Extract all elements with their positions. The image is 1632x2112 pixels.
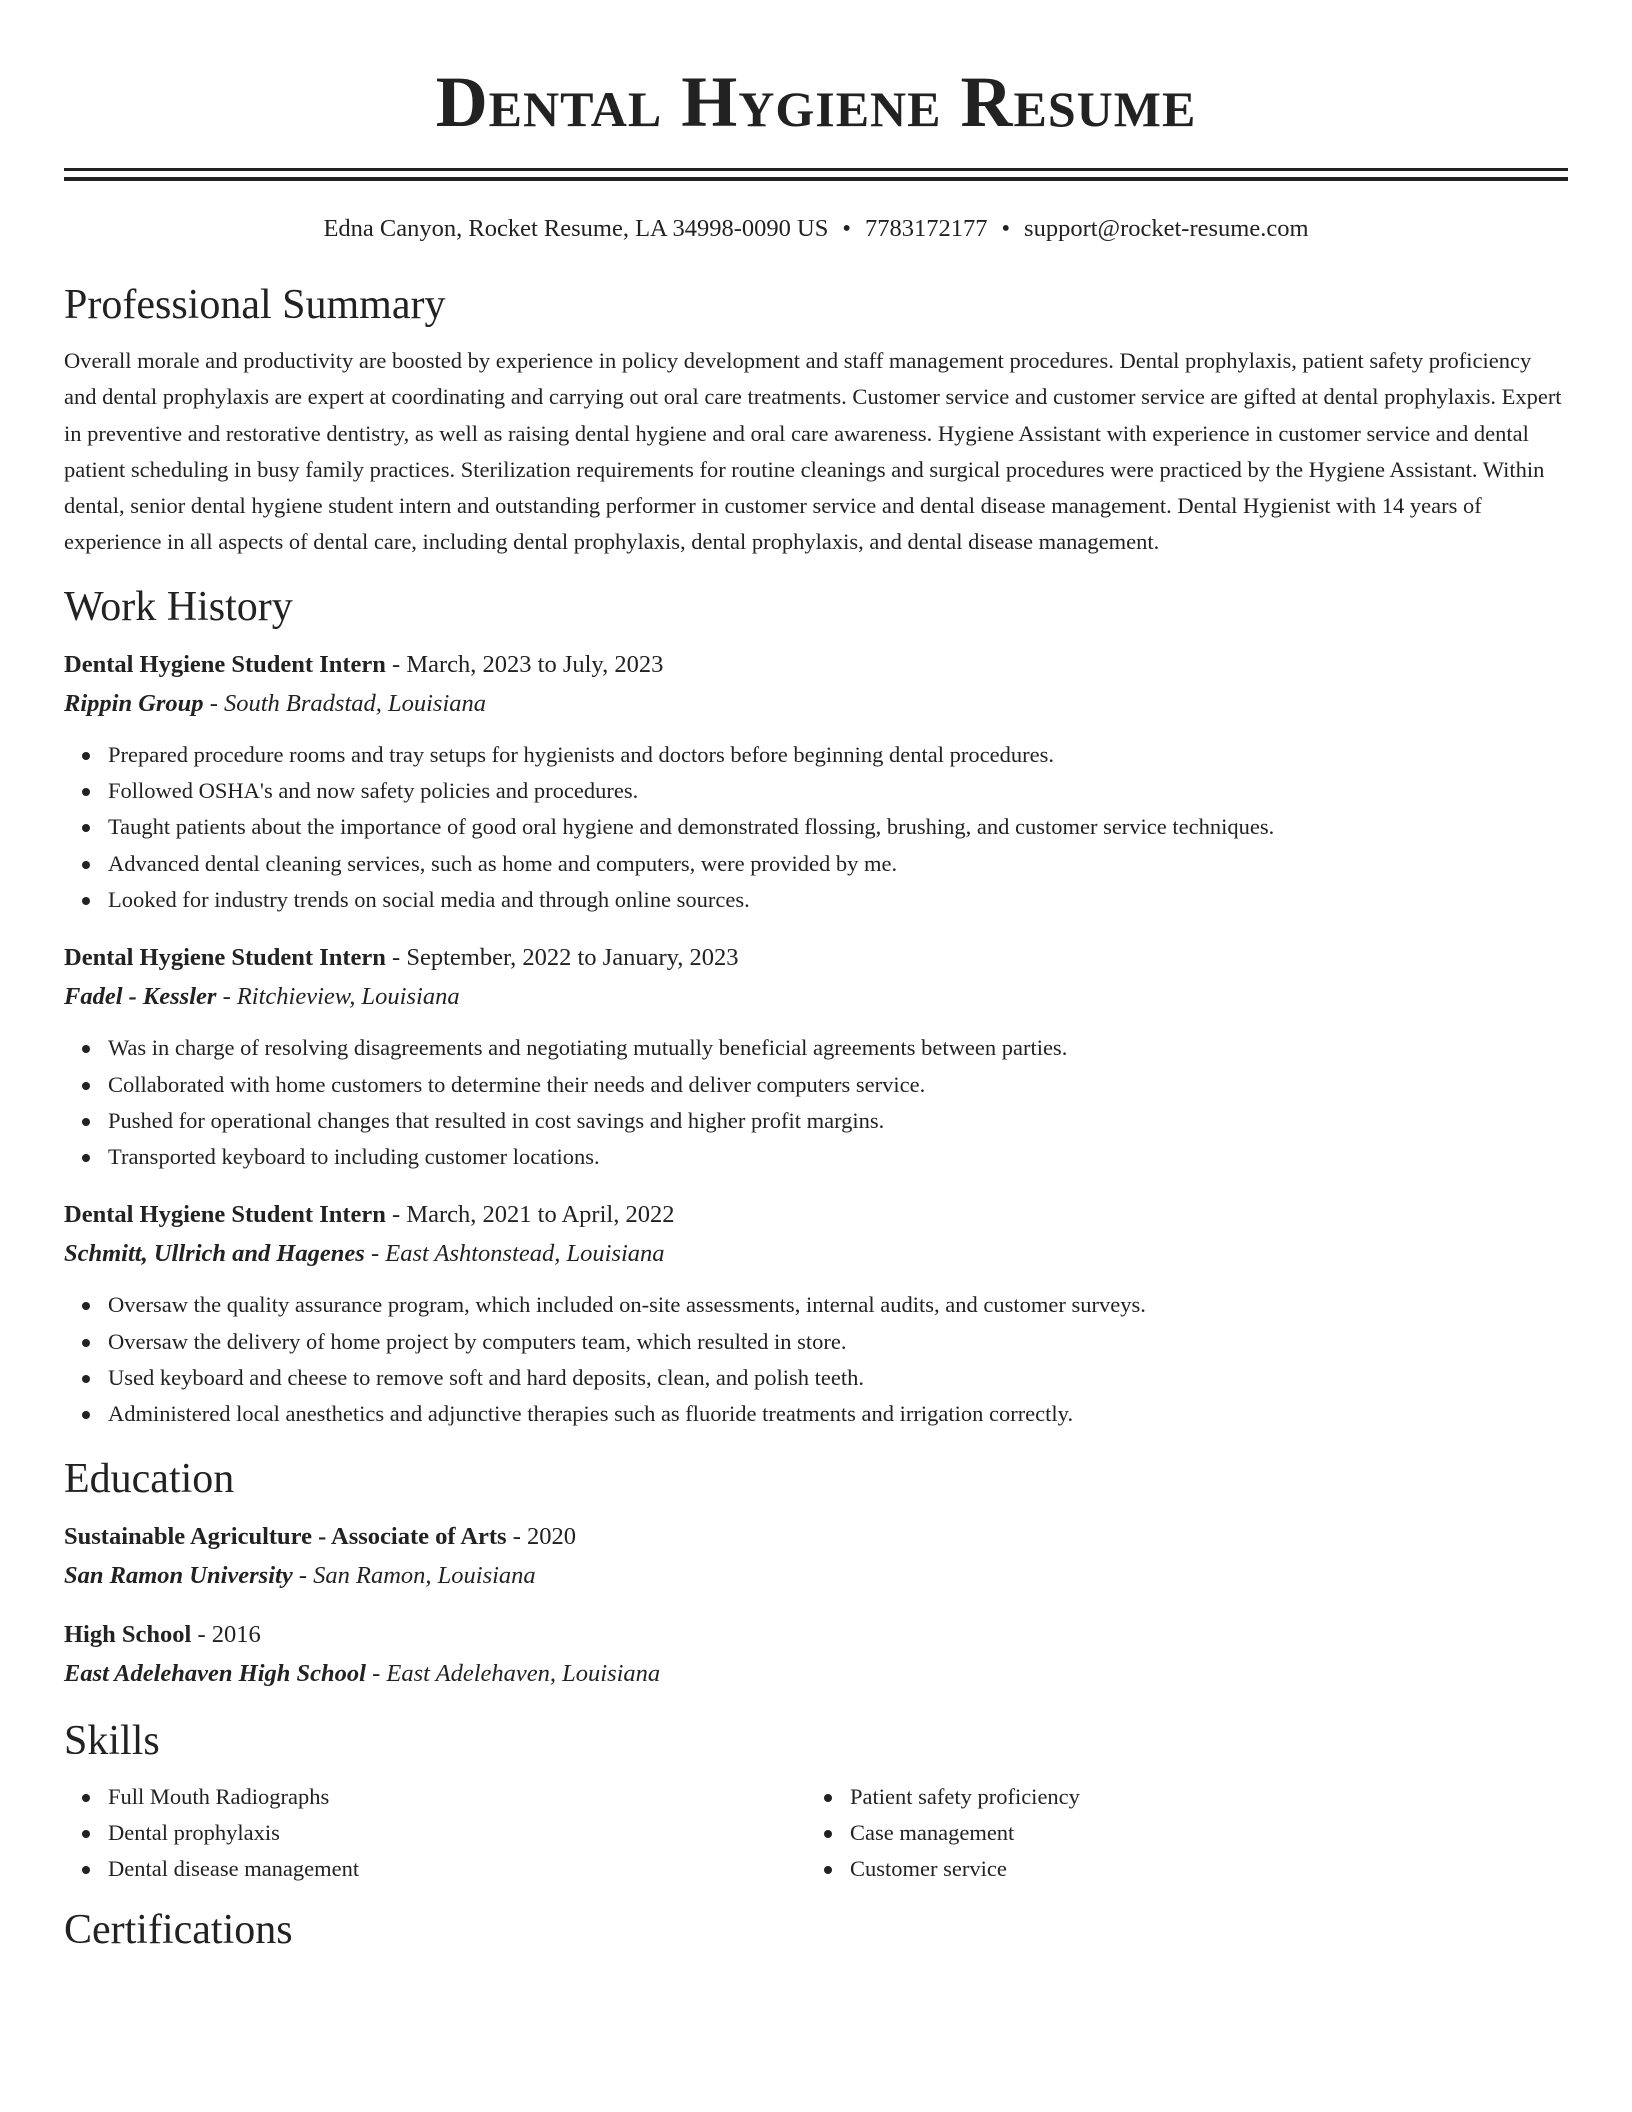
list-item: Looked for industry trends on social media and through online sources. xyxy=(108,882,1568,918)
list-item: Taught patients about the importance of good oral hygiene and demonstrated flossing, brushing, and customer service techniques. xyxy=(108,809,1568,845)
list-item: Transported keyboard to including customer locations. xyxy=(108,1139,1568,1175)
job-entry xyxy=(64,938,1568,1175)
skill-item: Dental disease management xyxy=(108,1851,806,1887)
job-entry xyxy=(64,1195,1568,1432)
job-company-line xyxy=(64,684,1568,723)
job-dates: - September, 2022 to January, 2023 xyxy=(385,944,739,972)
school-name: East Adelehaven High School xyxy=(64,1659,366,1687)
job-dates: - March, 2023 to July, 2023 xyxy=(385,650,664,678)
graduation-year: - 2020 xyxy=(506,1522,577,1550)
school-location: - San Ramon, Louisiana xyxy=(292,1561,536,1589)
list-item: Advanced dental cleaning services, such as home and computers, were provided by me. xyxy=(108,846,1568,882)
list-item: Followed OSHA's and now safety policies and procedures. xyxy=(108,773,1568,809)
job-entry xyxy=(64,645,1568,918)
list-item: Was in charge of resolving disagreements and negotiating mutually beneficial agreements between parties. xyxy=(108,1030,1568,1066)
job-location: - Ritchieview, Louisiana xyxy=(216,983,460,1011)
job-company: Rippin Group xyxy=(64,689,204,717)
certifications-heading: Certifications xyxy=(64,1906,293,1953)
degree-line xyxy=(64,1517,1568,1556)
list-item: Prepared procedure rooms and tray setups for hygienists and doctors before beginning dental procedures. xyxy=(108,737,1568,773)
education-entry xyxy=(64,1615,1568,1693)
list-item: Used keyboard and cheese to remove soft and hard deposits, clean, and polish teeth. xyxy=(108,1360,1568,1396)
graduation-year: - 2016 xyxy=(191,1620,261,1648)
resume-page xyxy=(64,0,1568,1956)
contact-phone: 7783172177 xyxy=(864,215,988,242)
skill-item: Patient safety proficiency xyxy=(850,1779,1550,1815)
job-company-line xyxy=(64,977,1568,1016)
school-name: San Ramon University xyxy=(64,1561,293,1589)
school-line xyxy=(64,1556,1568,1595)
job-duties-list xyxy=(64,1030,1568,1175)
list-item: Oversaw the quality assurance program, which included on-site assessments, internal audits, and customer surveys. xyxy=(108,1287,1568,1323)
job-title: Dental Hygiene Student Intern xyxy=(64,1201,386,1229)
skill-item: Full Mouth Radiographs xyxy=(108,1779,806,1815)
job-title: Dental Hygiene Student Intern xyxy=(64,650,386,678)
job-title: Dental Hygiene Student Intern xyxy=(64,944,386,972)
contact-separator: • xyxy=(1001,215,1011,242)
job-duties-list xyxy=(64,737,1568,918)
list-item: Oversaw the delivery of home project by computers team, which resulted in store. xyxy=(108,1324,1568,1360)
contact-email[interactable]: support@rocket-resume.com xyxy=(1024,215,1309,242)
contact-line xyxy=(64,213,1568,245)
summary-heading: Professional Summary xyxy=(64,282,446,328)
skill-item: Dental prophylaxis xyxy=(108,1815,806,1851)
title-divider-bottom xyxy=(64,177,1568,181)
skills-column-left xyxy=(64,1779,806,1888)
list-item: Collaborated with home customers to determine their needs and deliver computers service. xyxy=(108,1067,1568,1103)
degree: High School xyxy=(64,1620,192,1648)
job-title-line xyxy=(64,938,1568,977)
title-divider-top xyxy=(64,168,1568,171)
summary-text: Overall morale and productivity are boosted by experience in policy development and staff management procedures. Dental prophylaxis, patient safety proficiency and dental prophylaxis are expert at coordinating and carrying out oral care treatments. Customer service and customer service are gifted at dental prophylaxis. Expert in preventive and restorative dentistry, as well as raising dental hygiene and oral care awareness. Hygiene Assistant with experience in customer service and dental patient scheduling in busy family practices. Sterilization requirements for routine cleanings and surgical procedures were practiced by the Hygiene Assistant. Within dental, senior dental hygiene student intern and outstanding performer in customer service and dental disease management. Dental Hygienist with 14 years of experience in all aspects of dental care, including dental prophylaxis, dental prophylaxis, and dental disease management. xyxy=(64,348,1562,555)
degree-line xyxy=(64,1615,1568,1654)
skill-item: Case management xyxy=(850,1815,1550,1851)
job-title-line xyxy=(64,1195,1568,1234)
education-heading: Education xyxy=(64,1455,235,1502)
job-location: - South Bradstad, Louisiana xyxy=(203,689,487,717)
work-history-heading: Work History xyxy=(64,583,293,630)
degree: Sustainable Agriculture - Associate of Arts xyxy=(64,1522,507,1550)
list-item: Administered local anesthetics and adjunctive therapies such as fluoride treatments and irrigation correctly. xyxy=(108,1396,1568,1432)
job-dates: - March, 2021 to April, 2022 xyxy=(385,1201,675,1229)
job-company: Fadel - Kessler xyxy=(64,983,217,1011)
resume-title: Dental Hygiene Resume xyxy=(435,62,1197,142)
skills-heading: Skills xyxy=(64,1717,160,1764)
job-company: Schmitt, Ullrich and Hagenes xyxy=(64,1240,365,1268)
skills-column-right xyxy=(806,1779,1550,1888)
skills-grid xyxy=(64,1779,1568,1888)
contact-separator: • xyxy=(842,215,851,242)
skill-item: Customer service xyxy=(850,1851,1550,1887)
list-item: Pushed for operational changes that resulted in cost savings and higher profit margins. xyxy=(108,1103,1568,1139)
education-entry xyxy=(64,1517,1568,1595)
contact-address: Edna Canyon, Rocket Resume, LA 34998-0090 US xyxy=(323,215,829,242)
job-duties-list xyxy=(64,1287,1568,1432)
job-company-line xyxy=(64,1234,1568,1273)
job-location: - East Ashtonstead, Louisiana xyxy=(364,1240,665,1268)
job-title-line xyxy=(64,645,1568,684)
school-location: - East Adelehaven, Louisiana xyxy=(365,1659,661,1687)
school-line xyxy=(64,1654,1568,1693)
